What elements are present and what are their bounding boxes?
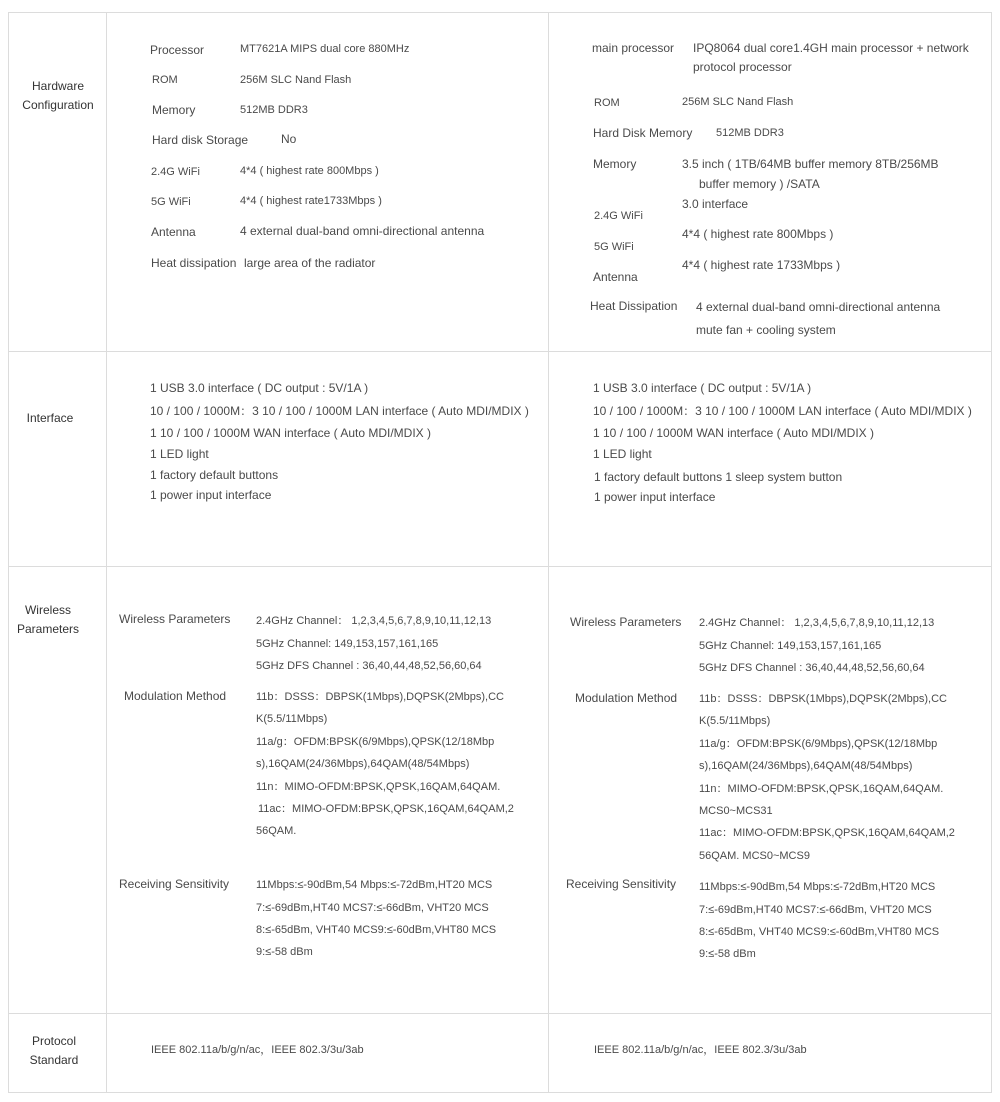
wireless-param: 5GHz Channel: 149,153,157,161,165 [256,638,439,650]
table-col-divider [106,12,107,1093]
spec-label: ROM [152,74,178,86]
sensitivity-line: 8:≤-65dBm, VHT40 MCS9:≤-60dBm,VHT80 MCS [256,924,497,936]
spec-label: Memory [152,103,196,117]
spec-value: 512MB DDR3 [716,127,784,139]
spec-value: 4*4 ( highest rate 800Mbps ) [240,165,379,177]
table-border-bottom [8,1092,992,1093]
modulation-line: 11a/g：OFDM:BPSK(6/9Mbps),QPSK(12/18Mbp [699,738,938,750]
interface-item: 10 / 100 / 1000M：3 10 / 100 / 1000M LAN interface ( Auto MDI/MDIX ) [593,404,972,418]
spec-value: 4 external dual-band omni-directional antenna [696,300,941,314]
modulation-line: s),16QAM(24/36Mbps),64QAM(48/54Mbps) [699,760,913,772]
protocol-value: IEEE 802.11a/b/g/n/ac，IEEE 802.3/3u/3ab [594,1044,807,1056]
spec-value: 4 external dual-band omni-directional antenna [240,224,485,238]
interface-item: 1 factory default buttons [150,468,279,482]
spec-value: protocol processor [693,60,792,74]
interface-item: 1 10 / 100 / 1000M WAN interface ( Auto MDI/MDIX ) [150,426,431,440]
modulation-line: 11b：DSSS：DBPSK(1Mbps),DQPSK(2Mbps),CC [256,691,504,703]
row-header-interface: Interface [26,411,74,425]
modulation-line: K(5.5/11Mbps) [256,713,328,725]
table-border-top [8,12,992,13]
spec-label: Hard disk Storage [152,133,249,147]
row-header-protocol: Protocol Standard [29,1034,79,1067]
row-header-hardware: Hardware Configuration [22,79,94,112]
spec-label: ROM [594,97,620,109]
sensitivity-label: Receiving Sensitivity [566,877,677,891]
spec-label: 5G WiFi [151,196,191,208]
spec-label: Hard Disk Memory [593,126,693,140]
spec-label: 2.4G WiFi [151,166,200,178]
modulation-line: MCS0~MCS31 [699,805,773,817]
spec-label: main processor [592,41,675,55]
table-row-divider [8,351,992,352]
modulation-line: 11ac：MIMO-OFDM:BPSK,QPSK,16QAM,64QAM,2 [258,803,514,815]
spec-value: 4*4 ( highest rate 800Mbps ) [682,227,834,241]
spec-value: 512MB DDR3 [240,104,308,116]
interface-item: 10 / 100 / 1000M：3 10 / 100 / 1000M LAN interface ( Auto MDI/MDIX ) [150,404,529,418]
interface-item: 1 LED light [150,447,209,461]
spec-label: 5G WiFi [594,241,634,253]
interface-item: 1 power input interface [594,490,716,504]
wireless-param: 2.4GHz Channel： 1,2,3,4,5,6,7,8,9,10,11,12,13 [699,617,935,629]
sensitivity-line: 7:≤-69dBm,HT40 MCS7:≤-66dBm, VHT20 MCS [256,902,489,914]
modulation-line: 11b：DSSS：DBPSK(1Mbps),DQPSK(2Mbps),CC [699,693,947,705]
sensitivity-line: 11Mbps:≤-90dBm,54 Mbps:≤-72dBm,HT20 MCS [699,881,936,893]
spec-value: 256M SLC Nand Flash [240,74,352,86]
wireless-param: 5GHz DFS Channel : 36,40,44,48,52,56,60,64 [256,660,482,672]
spec-value: IPQ8064 dual core1.4GH main processor + network [693,41,969,55]
row-header-wireless: Wireless Parameters [16,603,80,636]
wireless-params-label: Wireless Parameters [119,612,231,626]
sensitivity-line: 9:≤-58 dBm [699,948,756,960]
modulation-line: 11n：MIMO-OFDM:BPSK,QPSK,16QAM,64QAM. [256,781,501,793]
protocol-value: IEEE 802.11a/b/g/n/ac，IEEE 802.3/3u/3ab [151,1044,364,1056]
spec-value: 4*4 ( highest rate1733Mbps ) [240,195,382,207]
interface-item: 1 factory default buttons 1 sleep system button [594,470,843,484]
interface-item: 1 USB 3.0 interface ( DC output : 5V/1A ) [593,381,812,395]
spec-value: mute fan + cooling system [696,323,836,337]
spec-label: 2.4G WiFi [594,210,643,222]
modulation-label: Modulation Method [575,691,678,705]
modulation-line: 11n：MIMO-OFDM:BPSK,QPSK,16QAM,64QAM. [699,783,944,795]
sensitivity-line: 8:≤-65dBm, VHT40 MCS9:≤-60dBm,VHT80 MCS [699,926,940,938]
spec-label: Heat Dissipation [590,299,678,313]
spec-value: 3.5 inch ( 1TB/64MB buffer memory 8TB/256MB [682,157,939,171]
table-border-right [991,12,992,1093]
sensitivity-line: 11Mbps:≤-90dBm,54 Mbps:≤-72dBm,HT20 MCS [256,879,493,891]
spec-value: No [281,132,297,146]
table-border-left [8,12,9,1093]
table-col-divider [548,12,549,1093]
wireless-param: 5GHz Channel: 149,153,157,161,165 [699,640,882,652]
spec-label: Antenna [593,270,638,284]
modulation-line: K(5.5/11Mbps) [699,715,771,727]
modulation-line: 56QAM. MCS0~MCS9 [699,850,810,862]
modulation-label: Modulation Method [124,689,227,703]
interface-item: 1 10 / 100 / 1000M WAN interface ( Auto MDI/MDIX ) [593,426,874,440]
modulation-line: 56QAM. [256,825,297,837]
spec-value: 3.0 interface [682,197,749,211]
table-row-divider [8,566,992,567]
spec-value: MT7621A MIPS dual core 880MHz [240,43,410,55]
modulation-line: s),16QAM(24/36Mbps),64QAM(48/54Mbps) [256,758,470,770]
wireless-param: 2.4GHz Channel： 1,2,3,4,5,6,7,8,9,10,11,12,13 [256,615,492,627]
spec-value: 4*4 ( highest rate 1733Mbps ) [682,258,841,272]
interface-item: 1 USB 3.0 interface ( DC output : 5V/1A ) [150,381,369,395]
interface-item: 1 power input interface [150,488,272,502]
modulation-line: 11a/g：OFDM:BPSK(6/9Mbps),QPSK(12/18Mbp [256,736,495,748]
wireless-param: 5GHz DFS Channel : 36,40,44,48,52,56,60,64 [699,662,925,674]
sensitivity-label: Receiving Sensitivity [119,877,230,891]
interface-item: 1 LED light [593,447,652,461]
modulation-line: 11ac：MIMO-OFDM:BPSK,QPSK,16QAM,64QAM,2 [699,827,955,839]
spec-value: large area of the radiator [244,256,376,270]
spec-label: Processor [150,43,205,57]
spec-label: Antenna [151,225,196,239]
spec-value: buffer memory ) /SATA [699,177,820,191]
spec-label: Memory [593,157,637,171]
table-row-divider [8,1013,992,1014]
spec-value: 256M SLC Nand Flash [682,96,794,108]
wireless-params-label: Wireless Parameters [570,615,682,629]
sensitivity-line: 9:≤-58 dBm [256,946,313,958]
spec-label: Heat dissipation [151,256,237,270]
sensitivity-line: 7:≤-69dBm,HT40 MCS7:≤-66dBm, VHT20 MCS [699,904,932,916]
